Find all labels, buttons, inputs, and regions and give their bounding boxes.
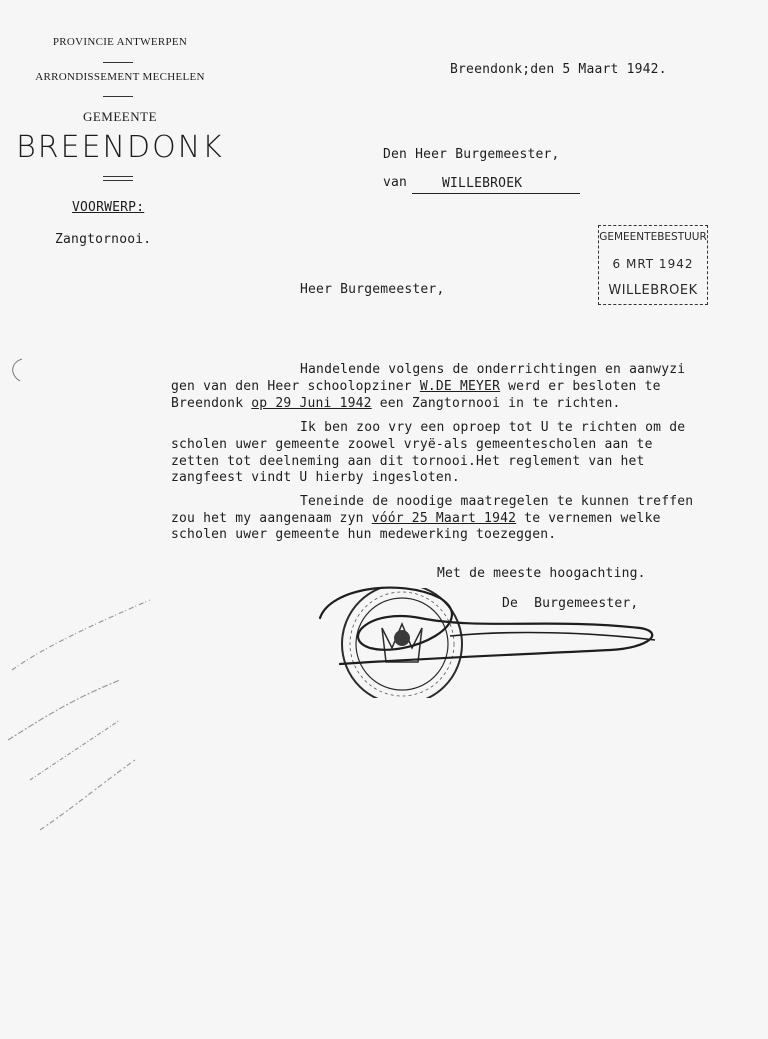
body-line: Handelende volgens de onderrichtingen en aanwyzi	[300, 362, 686, 377]
letterhead-divider	[103, 176, 133, 177]
recipient-underline	[412, 193, 580, 194]
letterhead-divider	[103, 96, 133, 97]
subject-value: Zangtornooi.	[55, 232, 152, 247]
body-line	[171, 379, 661, 394]
body-text: een Zangtornooi in te richten.	[371, 396, 621, 411]
body-line	[171, 511, 661, 526]
body-text: werd er besloten te	[500, 379, 661, 394]
district-label: ARRONDISSEMENT MECHELEN	[35, 71, 205, 83]
body-line	[171, 396, 621, 411]
province-label: PROVINCIE ANTWERPEN	[52, 36, 188, 48]
body-text: te vernemen welke	[516, 511, 661, 526]
inspector-name: W.DE MEYER	[419, 379, 501, 394]
municipality-label: GEMEENTE	[82, 109, 158, 124]
scan-mark-icon	[0, 355, 30, 395]
stamp-office: GEMEENTEBESTUUR	[599, 231, 707, 243]
body-text: Breendonk	[171, 396, 252, 411]
letterhead-divider	[103, 180, 133, 181]
recipient-line: Den Heer Burgemeester,	[383, 147, 560, 162]
subject-label: VOORWERP:	[72, 200, 145, 215]
letterhead-divider	[103, 62, 133, 63]
date-line: Breendonk;den 5 Maart 1942.	[450, 62, 667, 77]
body-line: scholen uwer gemeente zoowel vryë-als gemeentescholen aan te	[171, 437, 653, 452]
event-date: op 29 Juni 1942	[251, 396, 372, 411]
margin-handwriting-icon	[0, 590, 175, 850]
body-text: zou het my aangenaam zyn	[171, 511, 372, 526]
body-text: gen van den Heer schoolopziner	[171, 379, 420, 394]
received-stamp	[598, 225, 708, 305]
stamp-place: WILLEBROEK	[608, 283, 698, 298]
recipient-place: WILLEBROEK	[442, 176, 523, 191]
stamp-date: 6 MRT 1942	[612, 257, 694, 271]
body-line: Ik ben zoo vry een oproep tot U te richten om de	[300, 420, 686, 435]
municipality-name: BREENDONK	[16, 130, 224, 165]
body-line: scholen uwer gemeente hun medewerking toezeggen.	[171, 527, 557, 542]
salutation: Heer Burgemeester,	[300, 282, 445, 297]
body-line: Teneinde de noodige maatregelen te kunnen treffen	[300, 494, 694, 509]
body-line: zetten tot deelneming aan dit tornooi.Het reglement van het	[171, 454, 645, 469]
deadline-date: vóór 25 Maart 1942	[371, 511, 517, 526]
closing-line: Met de meeste hoogachting.	[437, 566, 646, 581]
body-line: zangfeest vindt U hierby ingesloten.	[171, 470, 460, 485]
signature-icon	[310, 578, 670, 678]
recipient-prefix: van	[383, 175, 408, 190]
signatory-title: De Burgemeester,	[502, 596, 639, 611]
